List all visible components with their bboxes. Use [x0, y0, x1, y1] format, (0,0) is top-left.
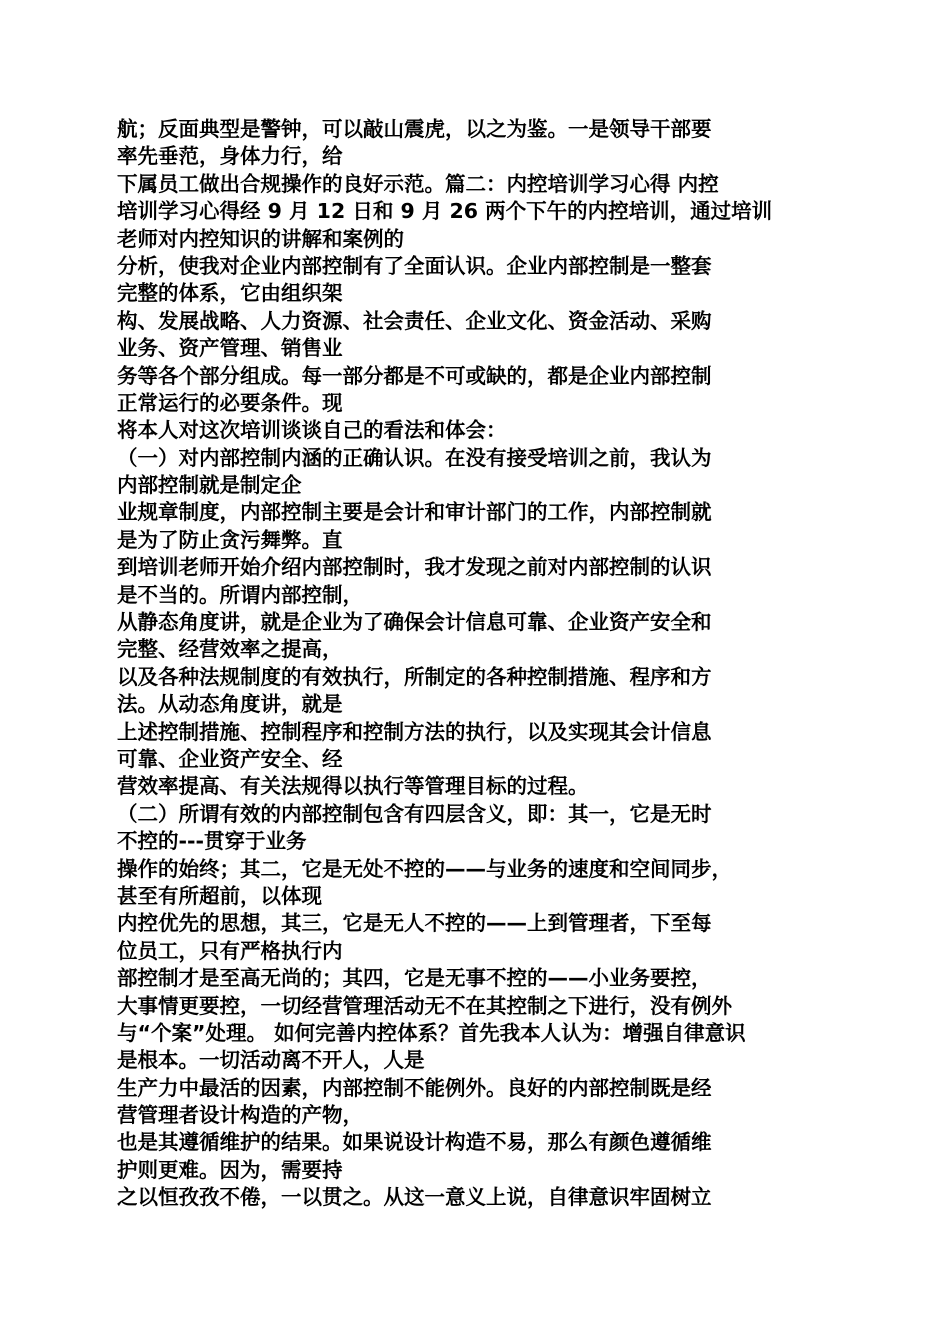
text-line: 下属员工做出合规操作的良好示范。篇二：内控培训学习心得 内控	[117, 171, 719, 196]
text-line: 位员工，只有严格执行内	[117, 938, 343, 963]
text-line: 甚至有所超前，以体现	[117, 883, 322, 908]
text-line: 将本人对这次培训谈谈自己的看法和体会：	[117, 418, 507, 443]
text-line: 是不当的。所谓内部控制，	[117, 582, 363, 607]
text-line: 务等各个部分组成。每一部分都是不可或缺的，都是企业内部控制	[117, 363, 712, 388]
text-line: 之以恒孜孜不倦，一以贯之。从这一意义上说，自律意识牢固树立	[117, 1185, 712, 1210]
text-line: 生产力中最活的因素，内部控制不能例外。良好的内部控制既是经	[117, 1075, 712, 1100]
text-line: 业规章制度，内部控制主要是会计和审计部门的工作，内部控制就	[117, 500, 712, 525]
text-line: （一）对内部控制内涵的正确认识。在没有接受培训之前，我认为	[117, 445, 712, 470]
text-line: 上述控制措施、控制程序和控制方法的执行，以及实现其会计信息	[117, 719, 712, 744]
text-line: 内部控制就是制定企	[117, 473, 302, 498]
text-line: 大事情更要控，一切经营管理活动无不在其控制之下进行，没有例外	[117, 993, 732, 1018]
text-line: 是根本。一切活动离不开人，人是	[117, 1048, 425, 1073]
text-line: 部控制才是至高无尚的；其四，它是无事不控的——小业务要控，	[117, 966, 712, 991]
text-line: 正常运行的必要条件。现	[117, 390, 343, 415]
text-line: 不控的---贯穿于业务	[117, 829, 307, 854]
text-line: 老师对内控知识的讲解和案例的	[117, 226, 404, 251]
text-line: 护则更难。因为，需要持	[117, 1157, 343, 1182]
text-line: 与“个案”处理。 如何完善内控体系？首先我本人认为：增强自律意识	[117, 1020, 746, 1045]
text-line: 分析，使我对企业内部控制有了全面认识。企业内部控制是一整套	[117, 253, 712, 278]
text-line: 率先垂范，身体力行，给	[117, 144, 343, 169]
text-line: 业务、资产管理、销售业	[117, 336, 343, 361]
text-line: 也是其遵循维护的结果。如果说设计构造不易，那么有颜色遵循维	[117, 1130, 712, 1155]
text-line: 以及各种法规制度的有效执行，所制定的各种控制措施、程序和方	[117, 664, 712, 689]
text-line: 到培训老师开始介绍内部控制时，我才发现之前对内部控制的认识	[117, 555, 712, 580]
text-line: 完整、经营效率之提高，	[117, 637, 343, 662]
text-line: 航；反面典型是警钟，可以敲山震虎，以之为鉴。一是领导干部要	[117, 117, 712, 141]
text-line: 营效率提高、有关法规得以执行等管理目标的过程。	[117, 774, 589, 799]
document-body-text	[117, 116, 837, 1212]
text-line: 完整的体系，它由组织架	[117, 281, 343, 306]
text-line: 营管理者设计构造的产物，	[117, 1103, 363, 1128]
text-line: 内控优先的思想，其三，它是无人不控的——上到管理者，下至每	[117, 911, 712, 936]
text-line: 从静态角度讲，就是企业为了确保会计信息可靠、企业资产安全和	[117, 610, 712, 635]
text-line: （二）所谓有效的内部控制包含有四层含义，即：其一，它是无时	[117, 801, 712, 826]
text-line: 是为了防止贪污舞弊。直	[117, 527, 343, 552]
text-line: 法。从动态角度讲，就是	[117, 692, 343, 717]
text-line: 构、发展战略、人力资源、社会责任、企业文化、资金活动、采购	[117, 308, 712, 333]
text-line: 培训学习心得经 9 月 12 日和 9 月 26 两个下午的内控培训，通过培训	[117, 199, 773, 224]
text-line: 操作的始终；其二，它是无处不控的——与业务的速度和空间同步，	[117, 856, 732, 881]
text-line: 可靠、企业资产安全、经	[117, 746, 343, 771]
